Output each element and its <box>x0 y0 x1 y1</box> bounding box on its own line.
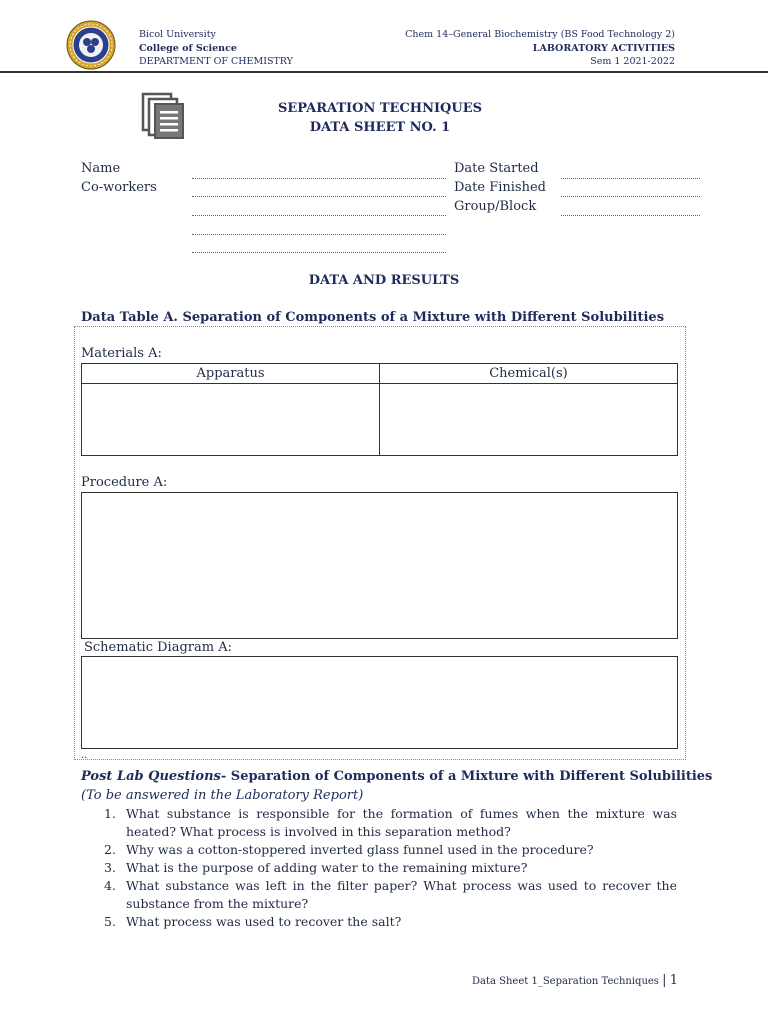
title-line-2: DATA SHEET NO. 1 <box>309 120 451 135</box>
chemicals-column-header: Chemical(s) <box>489 366 568 381</box>
post-lab-question-list <box>104 805 677 931</box>
question-text: What process was used to recover the salt? <box>126 914 402 929</box>
page-number: 1 <box>669 973 678 988</box>
course-name: Chem 14–General Biochemistry (BS Food Technology 2) <box>405 29 675 40</box>
date-finished-label: Date Finished <box>454 180 546 195</box>
post-lab-title-rest: - Separation of Components of a Mixture with Different Solubilities <box>220 769 713 784</box>
coworkers-label: Co-workers <box>81 180 157 195</box>
question-number: 1. <box>104 806 116 821</box>
question-text: What substance is responsible for the formation of fumes when the mixture was heated? What process is involved in this separation method? <box>126 806 677 839</box>
header-divider <box>0 71 768 73</box>
date-finished-field[interactable] <box>561 196 700 197</box>
question-number: 5. <box>104 914 116 929</box>
semester: Sem 1 2021-2022 <box>590 56 675 67</box>
question-number: 4. <box>104 878 116 893</box>
date-started-label: Date Started <box>454 161 539 176</box>
question-text: What substance was left in the filter paper? What process was used to recover the substance from the mixture? <box>126 878 677 911</box>
materials-table <box>81 363 678 456</box>
list-item <box>104 913 677 931</box>
question-number: 2. <box>104 842 116 857</box>
materials-label: Materials A: <box>81 346 162 361</box>
coworkers-field-3[interactable] <box>192 234 446 235</box>
university-name: Bicol University <box>139 29 216 40</box>
procedure-box[interactable] <box>81 492 678 639</box>
header-institution <box>139 28 293 69</box>
university-seal <box>66 20 116 70</box>
name-field[interactable] <box>192 178 446 179</box>
trailing-dots: .. <box>81 750 88 761</box>
activity-type: LABORATORY ACTIVITIES <box>532 42 675 54</box>
footer-text: Data Sheet 1_Separation Techniques <box>472 976 659 987</box>
list-item <box>104 805 677 841</box>
list-item <box>104 877 677 913</box>
apparatus-column-header: Apparatus <box>196 366 265 381</box>
question-text: What is the purpose of adding water to the remaining mixture? <box>126 860 528 875</box>
list-item <box>104 841 677 859</box>
post-lab-title-italic: Post Lab Questions <box>81 769 221 784</box>
schematic-diagram-label: Schematic Diagram A: <box>84 640 232 655</box>
college-name: College of Science <box>139 42 237 54</box>
post-lab-subtitle: (To be answered in the Laboratory Report) <box>81 788 364 803</box>
name-label: Name <box>81 161 121 176</box>
data-table-a-title: Data Table A. Separation of Components of a Mixture with Different Solubilities <box>81 310 665 325</box>
procedure-label: Procedure A: <box>81 475 168 490</box>
footer-separator: | <box>662 973 667 988</box>
group-block-label: Group/Block <box>454 199 537 214</box>
document-stack-icon <box>141 92 185 140</box>
document-title <box>200 99 560 137</box>
list-item <box>104 859 677 877</box>
page-footer <box>472 973 678 988</box>
group-block-field[interactable] <box>561 215 700 216</box>
post-lab-title <box>81 769 712 784</box>
coworkers-field-4[interactable] <box>192 252 446 253</box>
coworkers-field-2[interactable] <box>192 215 446 216</box>
coworkers-field-1[interactable] <box>192 196 446 197</box>
header-course-info <box>405 28 675 69</box>
department-name: DEPARTMENT OF CHEMISTRY <box>139 56 293 67</box>
data-and-results-heading: DATA AND RESULTS <box>308 273 460 288</box>
question-number: 3. <box>104 860 116 875</box>
title-line-1: SEPARATION TECHNIQUES <box>277 101 482 116</box>
date-started-field[interactable] <box>561 178 700 179</box>
question-text: Why was a cotton-stoppered inverted glass funnel used in the procedure? <box>126 842 594 857</box>
schematic-diagram-box[interactable] <box>81 656 678 749</box>
